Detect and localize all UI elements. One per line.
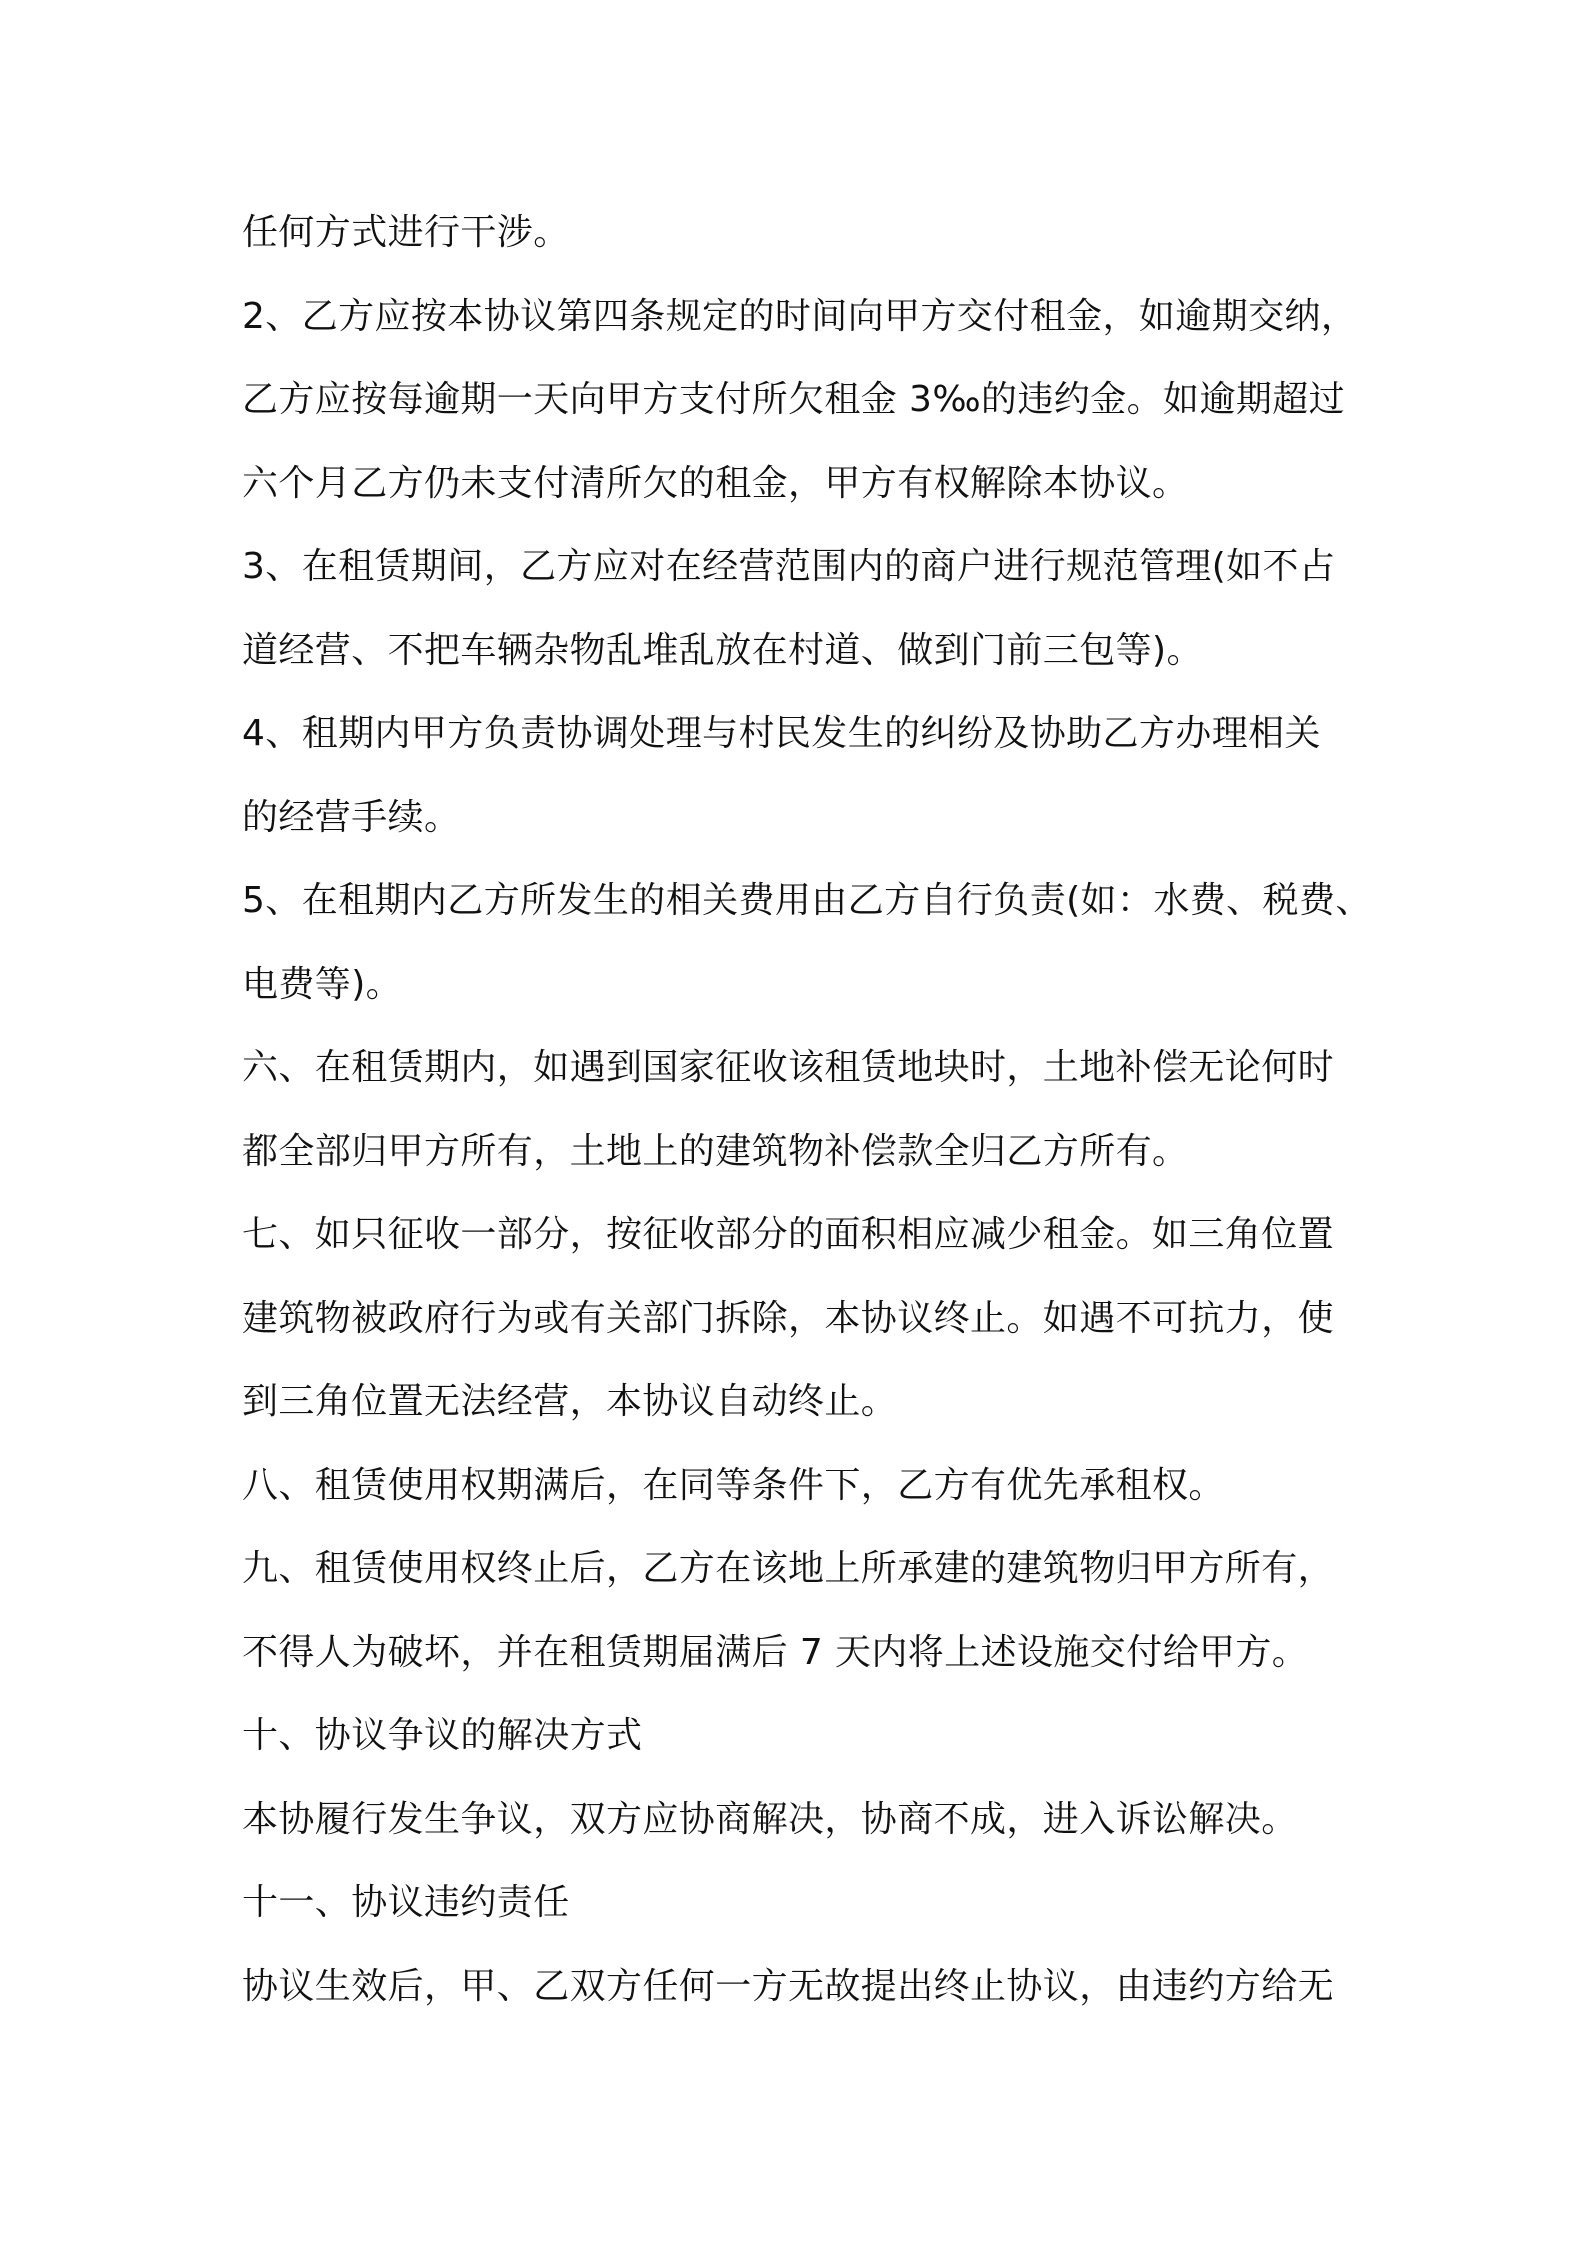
text-line: 六、在租赁期内，如遇到国家征收该租赁地块时，土地补偿无论何时 <box>242 1047 1335 1088</box>
text-line: 协议生效后，甲、乙双方任何一方无故提出终止协议，由违约方给无 <box>242 1965 1335 2007</box>
text-line: 十一、协议违约责任 <box>242 1882 570 1923</box>
text-line: 任何方式进行干涉。 <box>242 212 570 253</box>
text-line: 4、租期内甲方负责协调处理与村民发生的纠纷及协助乙方办理相关 <box>242 713 1321 754</box>
text-line: 本协履行发生争议，双方应协商解决，协商不成，进入诉讼解决。 <box>242 1798 1298 1840</box>
text-line: 六个月乙方仍未支付清所欠的租金，甲方有权解除本协议。 <box>242 462 1189 504</box>
text-line: 到三角位置无法经营，本协议自动终止。 <box>242 1381 898 1422</box>
text-line: 电费等)。 <box>242 963 403 1005</box>
text-line: 建筑物被政府行为或有关部门拆除，本协议终止。如遇不可抗力，使 <box>242 1297 1335 1339</box>
text-line: 九、租赁使用权终止后，乙方在该地上所承建的建筑物归甲方所有， <box>242 1548 1335 1589</box>
text-line: 道经营、不把车辆杂物乱堆乱放在村道、做到门前三包等)。 <box>242 629 1203 671</box>
text-line: 2、乙方应按本协议第四条规定的时间向甲方交付租金，如逾期交纳， <box>242 295 1358 337</box>
text-line: 5、在租期内乙方所发生的相关费用由乙方自行负责(如：水费、税费、 <box>242 880 1372 921</box>
text-line: 3、在租赁期间，乙方应对在经营范围内的商户进行规范管理(如不占 <box>242 546 1336 587</box>
contract-text <box>242 191 1372 2028</box>
text-line: 八、租赁使用权期满后，在同等条件下，乙方有优先承租权。 <box>242 1464 1225 1506</box>
text-line: 十、协议争议的解决方式 <box>242 1715 643 1756</box>
text-line: 七、如只征收一部分，按征收部分的面积相应减少租金。如三角位置 <box>242 1214 1335 1255</box>
text-line: 的经营手续。 <box>242 796 461 838</box>
text-line: 乙方应按每逾期一天向甲方支付所欠租金 3‰的违约金。如逾期超过 <box>242 379 1346 420</box>
text-line: 都全部归甲方所有，土地上的建筑物补偿款全归乙方所有。 <box>242 1130 1189 1172</box>
text-line: 不得人为破坏，并在租赁期届满后 7 天内将上述设施交付给甲方。 <box>242 1631 1309 1673</box>
